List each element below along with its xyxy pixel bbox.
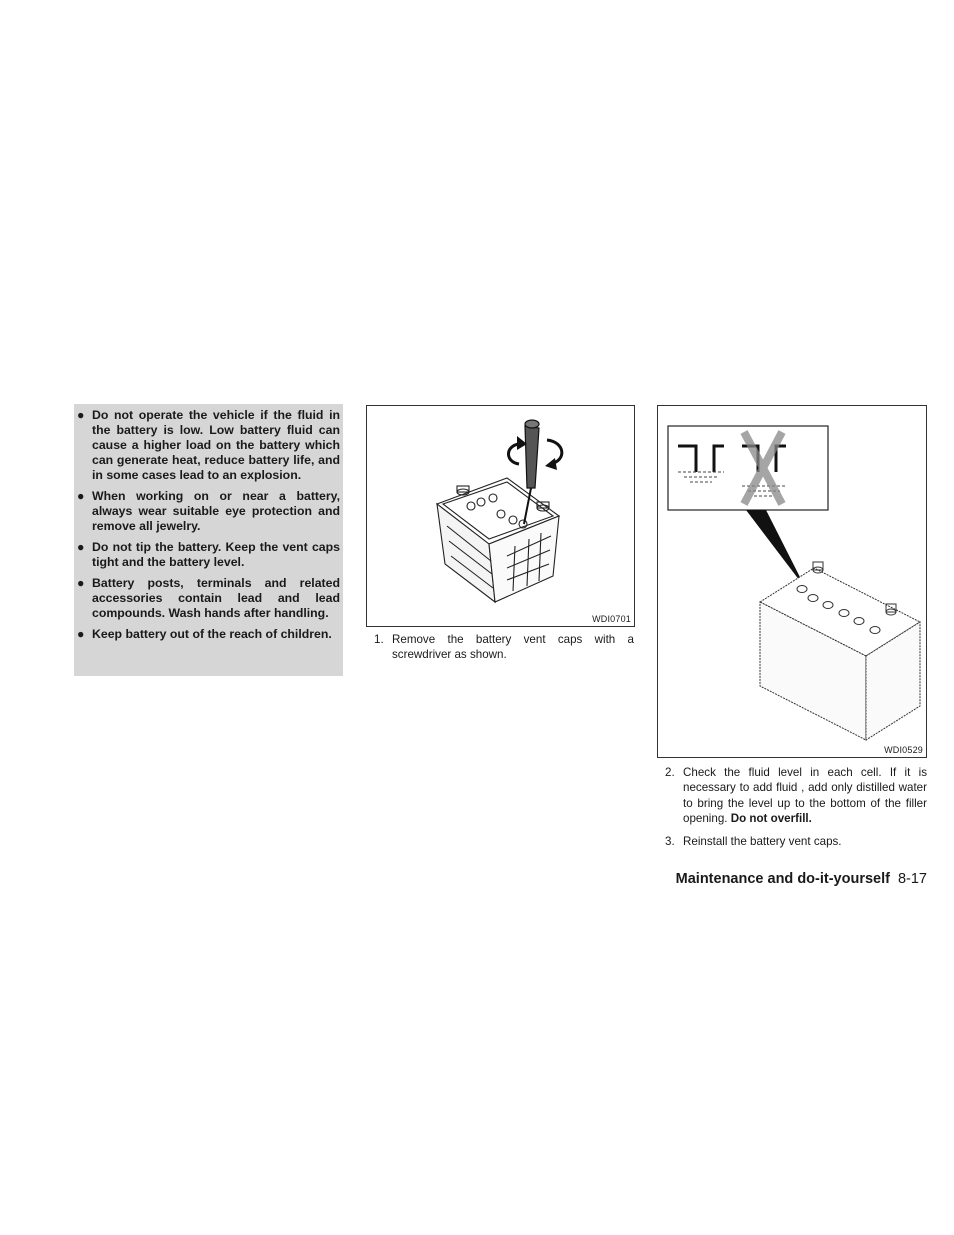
figure-code: WDI0529 <box>884 745 923 755</box>
step-item <box>665 765 927 827</box>
warning-item <box>74 489 340 534</box>
step-text: Check the fluid level in each cell. If it is necessary to add fluid , add only distilled water to bring the level up to the bottom of the filler opening. <box>683 766 927 826</box>
figure-battery-screwdriver <box>366 405 635 627</box>
bullet-icon: ● <box>77 408 85 422</box>
step-list-2 <box>665 765 927 856</box>
warning-item <box>74 627 340 642</box>
warning-item <box>74 540 340 570</box>
step-list-1 <box>374 632 634 670</box>
battery-screwdriver-illustration <box>367 406 634 626</box>
bullet-icon: ● <box>77 627 85 641</box>
warning-list <box>74 408 340 642</box>
warning-text: When working on or near a battery, always wear suitable eye protection and remove all jewelry. <box>92 489 340 533</box>
page-footer <box>676 871 927 887</box>
fluid-level-illustration <box>658 406 926 757</box>
warning-item <box>74 408 340 483</box>
step-text: Reinstall the battery vent caps. <box>683 834 842 848</box>
figure-fluid-level <box>657 405 927 758</box>
warning-text: Battery posts, terminals and related accessories contain lead and lead compounds. Wash hands after handling. <box>92 576 340 620</box>
step-item <box>374 632 634 663</box>
bullet-icon: ● <box>77 489 85 503</box>
bullet-icon: ● <box>77 540 85 554</box>
warning-text: Keep battery out of the reach of children. <box>92 627 332 641</box>
page-number: 8-17 <box>897 871 927 887</box>
step-number: 1. <box>374 633 384 646</box>
warning-box <box>74 404 343 676</box>
warning-text: Do not tip the battery. Keep the vent caps tight and the battery level. <box>92 540 340 569</box>
figure-code: WDI0701 <box>592 614 631 624</box>
step-number: 3. <box>665 834 675 848</box>
warning-text: Do not operate the vehicle if the fluid in the battery is low. Low battery fluid can cause a higher load on the battery which can generate heat, reduce battery life, and in some cases lead to an explosion. <box>92 408 340 482</box>
step-text: Remove the battery vent caps with a screwdriver as shown. <box>392 633 634 662</box>
step-emphasis: Do not overfill. <box>730 812 812 826</box>
section-title: Maintenance and do-it-yourself <box>675 871 890 887</box>
step-item <box>665 834 927 849</box>
step-number: 2. <box>665 766 675 779</box>
warning-item <box>74 576 340 621</box>
bullet-icon: ● <box>77 576 85 590</box>
